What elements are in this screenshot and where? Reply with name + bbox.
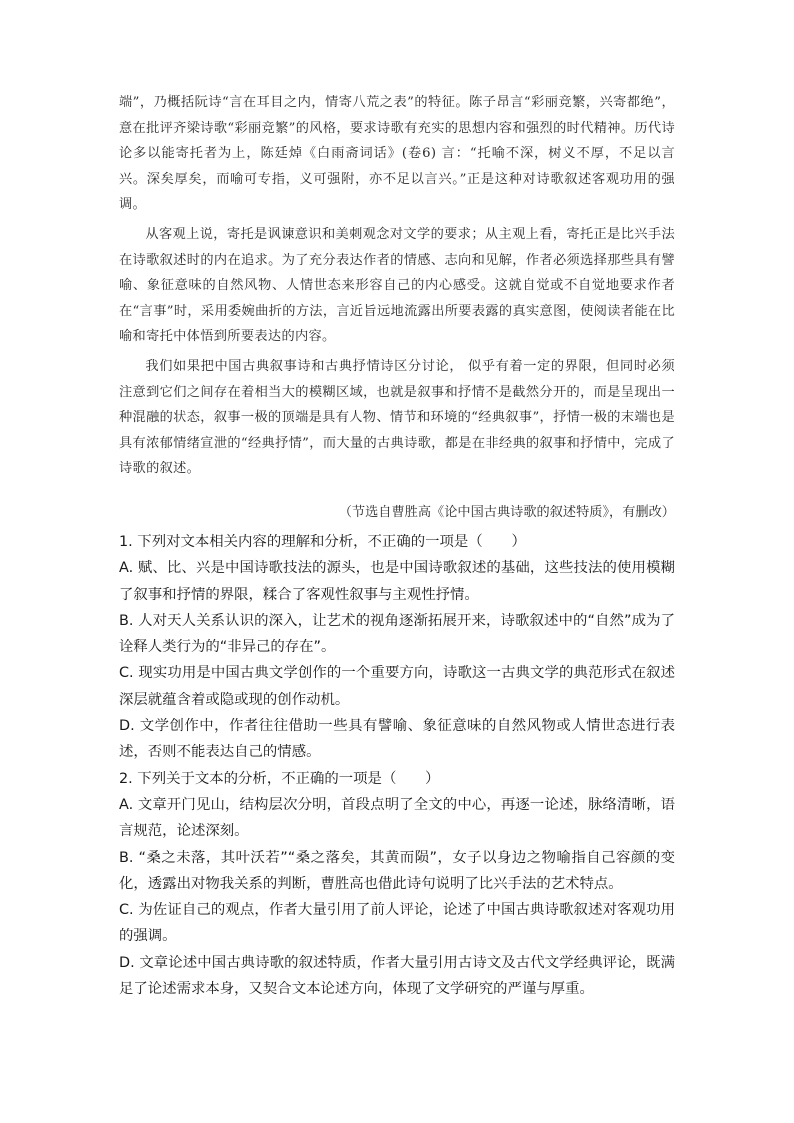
question-option-c: C. 现实功用是中国古典文学创作的一个重要方向，诗歌这一古典文学的典范形式在叙述深层就蕴含着或隐或现的创作动机。 [119,665,675,708]
question-option-c: C. 为佐证自己的观点，作者大量引用了前人评论，论述了中国古典诗歌叙述对客观功用的强调。 [119,902,675,945]
question-option-a: A. 文章开门见山，结构层次分明，首段点明了全文的中心，再逐一论述，脉络清晰，语言规范，论述深刻。 [119,796,675,840]
passage-paragraph-2: 从客观上说，寄托是讽谏意识和美刺观念对文学的要求；从主观上看，寄托正是比兴手法在诗歌叙述时的内在追求。为了充分表达作者的情感、志向和见解，作者必须选择那些具有譬喻、象征意味的自然风物、人情世态来形容自己的内心感受。这就自觉或不自觉地要求作者在“言事”时，采用委婉曲折的方法，言近旨远地流露出所要表露的真实意图，使阅读者能在比喻和寄托中体悟到所要表达的内容。 [119,226,675,345]
question-option-d: D. 文学创作中，作者往往借助一些具有譬喻、象征意味的自然风物或人情世态进行表述，否则不能表达自己的情感。 [119,718,675,761]
question-option-b: B. “桑之未落，其叶沃若”“桑之落矣，其黄而陨”，女子以身边之物喻指自己容颜的变化，透露出对物我关系的判断，曹胜高也借此诗句说明了比兴手法的艺术特点。 [119,849,675,892]
question-option-d: D. 文章论述中国古典诗歌的叙述特质，作者大量引用古诗文及古代文学经典评论，既满足了论述需求本身，又契合文本论述方向，体现了文学研究的严谨与厚重。 [119,954,675,998]
passage-paragraph-3: 我们如果把中国古典叙事诗和古典抒情诗区分讨论， 似乎有着一定的界限，但同时必须注意到它们之间存在着相当大的模糊区域，也就是叙事和抒情不是截然分开的，而是呈现出一种混融的状态，叙事一极的顶端是具有人物、情节和环境的“经典叙事”，抒情一极的末端也是具有浓郁情绪宣泄的“经典抒情”，而大量的古典诗歌，都是在非经典的叙事和抒情中，完成了诗歌的叙述。 [119,358,675,477]
question-2 [119,766,675,1003]
reading-passage [119,90,675,482]
question-option-b: B. 人对天人关系认识的深入，让艺术的视角逐渐拓展开来，诗歌叙述中的“自然”成为了诠释人类行为的“非异己的存在”。 [119,612,675,656]
passage-paragraph-1: 端”，乃概括阮诗“言在耳目之内，情寄八荒之表”的特征。陈子昂言“彩丽竞繁，兴寄都绝”，意在批评齐梁诗歌“彩丽竞繁”的风格，要求诗歌有充实的思想内容和强烈的时代精神。历代诗论多以能寄托者为上，陈廷焯《白雨斋词话》(卷6) 言：“托喻不深，树义不厚，不足以言兴。深矣厚矣，而喻可专指，义可强附，亦不足以言兴。”正是这种对诗歌叙述客观功用的强调。 [119,95,675,213]
question-stem: 2. 下列关于文本的分析，不正确的一项是（ ） [119,770,440,787]
source-citation: （节选自曹胜高《论中国古典诗歌的叙述特质》，有删改） [338,505,675,520]
question-list [119,529,675,1002]
question-1 [119,529,675,766]
question-option-a: A. 赋、比、兴是中国诗歌技法的源头，也是中国诗歌叙述的基础，这些技法的使用模糊了叙事和抒情的界限，糅合了客观性叙事与主观性抒情。 [119,560,675,603]
question-stem: 1. 下列对文本相关内容的理解和分析，不正确的一项是（ ） [119,534,526,550]
